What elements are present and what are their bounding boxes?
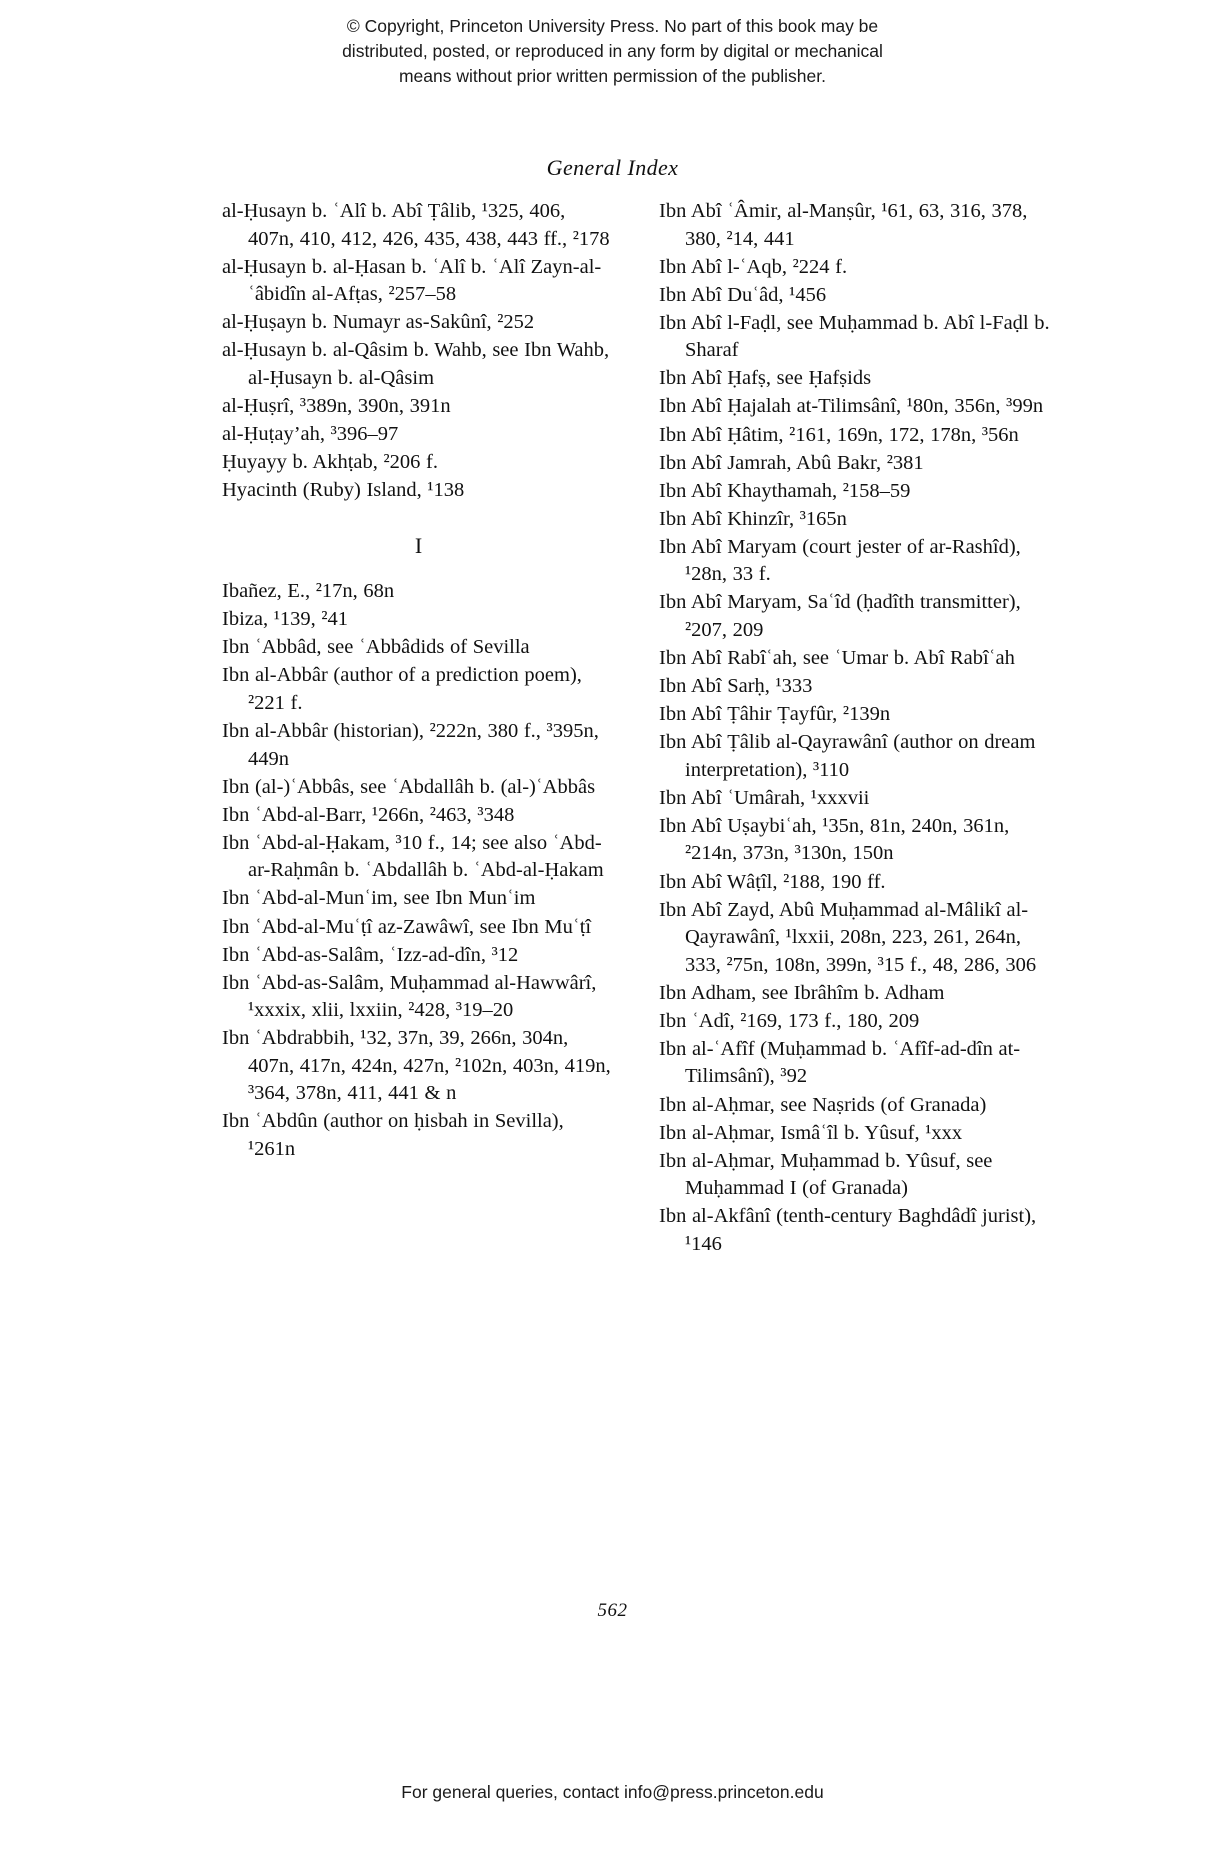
- index-entry: Ibn Abî Uṣaybiʿah, ¹35n, 81n, 240n, 361n, ²214n, 373n, ³130n, 150n: [659, 814, 1010, 865]
- index-entry: Ibn al-Aḥmar, see Naṣrids (of Granada): [659, 1093, 987, 1116]
- index-entry: Ibn Abî Ṭâlib al-Qayrawânî (author on dream interpretation), ³110: [659, 731, 1036, 781]
- index-entry: Ibn Abî Jamrah, Abû Bakr, ²381: [659, 451, 924, 474]
- index-entry: Ibn ʿAbdrabbih, ¹32, 37n, 39, 266n, 304n, 407n, 417n, 424n, 427n, ²102n, 403n, 419n, ³364, 378n, 411, 441 & n: [222, 1027, 611, 1105]
- copyright-notice: [0, 14, 1225, 89]
- index-entry: Ibn Abî Ḥâtim, ²161, 169n, 172, 178n, ³56n: [659, 423, 1019, 446]
- index-entry: Ibn al-Aḥmar, Ismâʿîl b. Yûsuf, ¹xxx: [659, 1121, 963, 1144]
- index-entry: Ibn (al-)ʿAbbâs, see ʿAbdallâh b. (al-)ʿAbbâs: [222, 775, 596, 798]
- index-entry: Ibn al-Abbâr (author of a prediction poem), ²221 f.: [222, 664, 582, 715]
- index-entry: Ibn Adham, see Ibrâhîm b. Adham: [659, 981, 945, 1004]
- index-entry: Ibañez, E., ²17n, 68n: [222, 580, 395, 603]
- index-entry: Ibn Abî Ḥafṣ, see Ḥafṣids: [659, 367, 872, 390]
- copyright-line-1: © Copyright, Princeton University Press. No part of this book may be: [346, 16, 879, 36]
- index-entry: Ibn Abî Duʿâd, ¹456: [659, 283, 827, 306]
- right-column: [659, 198, 1052, 1259]
- index-entry: Ibn ʿAdî, ²169, 173 f., 180, 209: [659, 1009, 920, 1032]
- footer-note: For general queries, contact info@press.princeton.edu: [401, 1782, 824, 1802]
- index-entry: Ibn Abî ʿUmârah, ¹xxxvii: [659, 786, 870, 809]
- index-entry: al-Ḥuṣayn b. Numayr as-Sakûnî, ²252: [222, 311, 535, 334]
- index-entry: Ibn ʿAbd-al-Barr, ¹266n, ²463, ³348: [222, 803, 515, 826]
- index-entry: al-Ḥuṣrî, ³389n, 390n, 391n: [222, 394, 451, 417]
- index-entry: Ibn Abî l-ʿAqb, ²224 f.: [659, 255, 848, 278]
- index-entry: Ḥuyayy b. Akhṭab, ²206 f.: [222, 451, 438, 474]
- index-entry: Ibn al-Abbâr (historian), ²222n, 380 f., ³395n, 449n: [222, 720, 599, 770]
- letter-heading: I: [414, 532, 423, 558]
- left-column: [222, 198, 615, 1259]
- index-entry: Ibn al-Aḥmar, Muḥammad b. Yûsuf, see Muḥammad I (of Granada): [659, 1149, 993, 1200]
- index-entry: Ibn ʿAbd-al-Muʿṭî az-Zawâwî, see Ibn Muʿṭî: [222, 915, 592, 938]
- index-entry: Ibn Abî Wâṭîl, ²188, 190 ff.: [659, 870, 886, 893]
- index-entry: al-Ḥusayn b. ʿAlî b. Abî Ṭâlib, ¹325, 406, 407n, 410, 412, 426, 435, 438, 443 ff., ²178: [222, 200, 610, 250]
- page-number: 562: [597, 1600, 628, 1621]
- index-entry: Ibn ʿAbd-as-Salâm, Muḥammad al-Hawwârî, ¹xxxix, xlii, lxxiin, ²428, ³19–20: [222, 971, 597, 1022]
- index-entry: Ibn Abî Sarḥ, ¹333: [659, 675, 813, 698]
- index-entry: Hyacinth (Ruby) Island, ¹138: [222, 479, 465, 502]
- index-entry: Ibn ʿAbdûn (author on ḥisbah in Sevilla), ¹261n: [222, 1110, 564, 1161]
- index-entry: al-Ḥuṭay’ah, ³396–97: [222, 423, 399, 445]
- copyright-line-2: distributed, posted, or reproduced in any form by digital or mechanical: [342, 40, 883, 61]
- index-entry: Ibn ʿAbd-al-Ḥakam, ³10 f., 14; see also ʿAbd-ar-Raḥmân b. ʿAbdallâh b. ʿAbd-al-Ḥakam: [222, 831, 604, 882]
- index-entry: Ibn ʿAbbâd, see ʿAbbâdids of Sevilla: [222, 636, 530, 659]
- index-entry: Ibn Abî Ṭâhir Ṭayfûr, ²139n: [659, 703, 891, 726]
- index-entry: Ibn ʿAbd-as-Salâm, ʿIzz-ad-dîn, ³12: [222, 943, 519, 966]
- index-entry: Ibn ʿAbd-al-Munʿim, see Ibn Munʿim: [222, 887, 536, 910]
- index-entry: Ibn Abî Zayd, Abû Muḥammad al-Mâlikî al-Qayrawânî, ¹lxxii, 208n, 223, 261, 264n, 333, ²75n, 108n, 399n, ³15 f., 48, 286, 306: [659, 898, 1037, 976]
- index-entry: Ibn Abî Ḥajalah at-Tilimsânî, ¹80n, 356n, ³99n: [659, 395, 1044, 418]
- index-entry: al-Ḥusayn b. al-Ḥasan b. ʿAlî b. ʿAlî Zayn-al-ʿâbidîn al-Afṭas, ²257–58: [222, 255, 602, 306]
- index-entry: Ibn Abî Khaythamah, ²158–59: [659, 479, 911, 502]
- index-entry: Ibiza, ¹139, ²41: [222, 608, 349, 631]
- index-entry: Ibn al-Akfânî (tenth-century Baghdâdî jurist), ¹146: [659, 1205, 1037, 1255]
- copyright-line-3: means without prior written permission of the publisher.: [398, 65, 826, 86]
- index-entry: Ibn Abî Maryam, Saʿîd (ḥadîth transmitter), ²207, 209: [659, 591, 1021, 641]
- index-entry: Ibn al-ʿAfîf (Muḥammad b. ʿAfîf-ad-dîn at-Tilimsânî), ³92: [659, 1037, 1021, 1088]
- index-entry: Ibn Abî ʿÂmir, al-Manṣûr, ¹61, 63, 316, 378, 380, ²14, 441: [659, 200, 1028, 250]
- index-entry: Ibn Abî Rabîʿah, see ʿUmar b. Abî Rabîʿah: [659, 647, 1015, 669]
- index-columns: [222, 198, 1052, 1259]
- index-entry: al-Ḥusayn b. al-Qâsim b. Wahb, see Ibn Wahb, al-Ḥusayn b. al-Qâsim: [222, 339, 610, 389]
- index-entry: Ibn Abî Maryam (court jester of ar-Rashîd), ¹28n, 33 f.: [659, 535, 1021, 586]
- running-head: General Index: [546, 155, 679, 180]
- index-entry: Ibn Abî l-Faḍl, see Muḥammad b. Abî l-Faḍl b. Sharaf: [659, 311, 1050, 362]
- index-entry: Ibn Abî Khinzîr, ³165n: [659, 507, 847, 530]
